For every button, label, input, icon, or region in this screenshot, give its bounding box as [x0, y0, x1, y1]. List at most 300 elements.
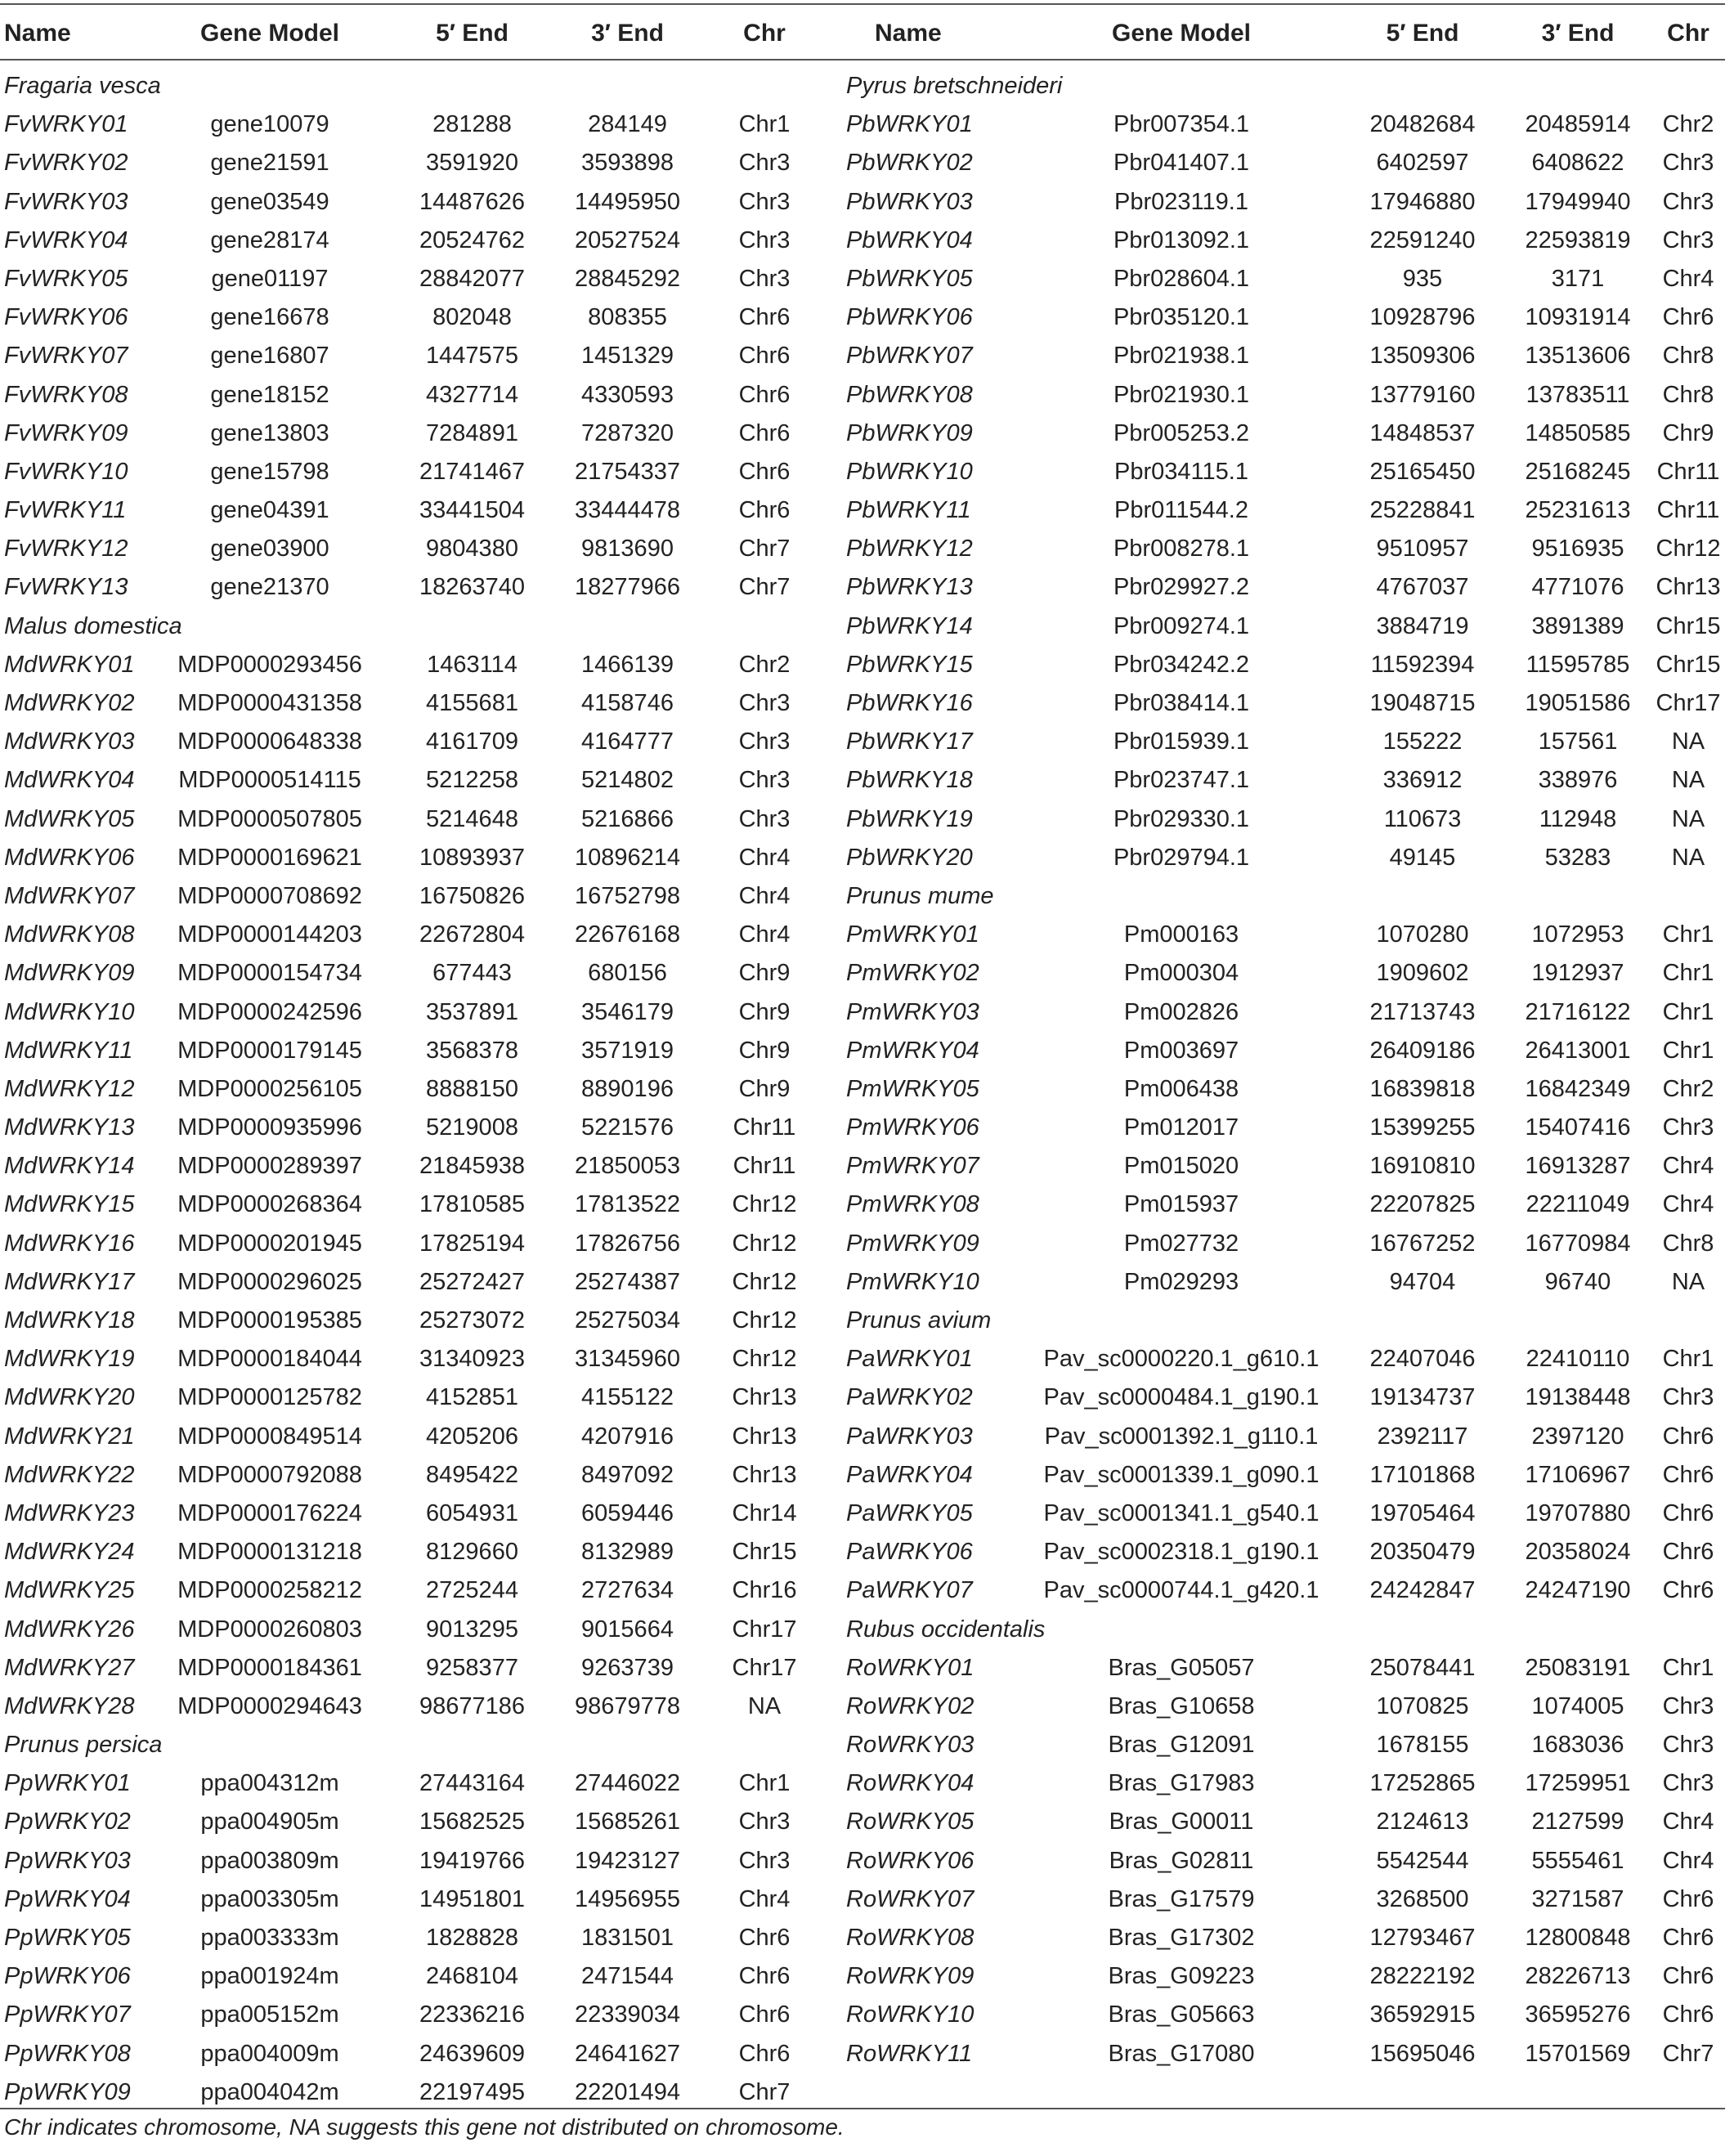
- gene-model-cell: ppa003809m: [200, 1847, 339, 1874]
- table-row: [842, 1688, 1714, 1726]
- chromosome-cell: Chr6: [1662, 1925, 1714, 1951]
- chromosome-cell: Chr6: [738, 1925, 791, 1951]
- table-row: [842, 2035, 1714, 2073]
- gene-name-cell: PbWRKY01: [846, 111, 973, 138]
- chromosome-cell: NA: [1671, 728, 1705, 755]
- table-row: [842, 839, 1709, 877]
- chromosome-cell: Chr15: [1656, 612, 1721, 639]
- gene-model-cell: gene21591: [210, 150, 329, 177]
- gene-model-cell: MDP0000294643: [177, 1692, 362, 1719]
- three-end-cell: 16770984: [1525, 1230, 1631, 1257]
- gene-name-cell: PpWRKY05: [4, 1925, 131, 1951]
- three-end-cell: 17826756: [574, 1230, 681, 1257]
- three-end-cell: 20358024: [1525, 1539, 1631, 1566]
- gene-model-cell: ppa005152m: [200, 2001, 339, 2028]
- gene-name-cell: PpWRKY03: [4, 1847, 131, 1874]
- five-end-cell: 935: [1402, 265, 1443, 292]
- gene-name-cell: RoWRKY04: [846, 1770, 975, 1797]
- chromosome-cell: Chr4: [1662, 1153, 1714, 1180]
- gene-name-cell: PbWRKY06: [846, 304, 973, 331]
- gene-model-cell: Bras_G12091: [1108, 1732, 1255, 1759]
- gene-model-cell: Pbr029794.1: [1113, 844, 1250, 871]
- three-end-cell: 1451329: [581, 343, 674, 370]
- gene-name-cell: PbWRKY17: [846, 728, 973, 755]
- gene-model-cell: MDP0000708692: [177, 882, 362, 909]
- table-row: [0, 530, 867, 568]
- table-row: [0, 1032, 867, 1070]
- header-chr-right: Chr: [1667, 20, 1709, 47]
- table-row: [842, 1957, 1714, 1996]
- five-end-cell: 15695046: [1369, 2040, 1476, 2067]
- gene-name-cell: MdWRKY12: [4, 1075, 135, 1102]
- five-end-cell: 2124613: [1376, 1809, 1469, 1836]
- gene-model-cell: Pbr034115.1: [1114, 458, 1248, 485]
- chromosome-cell: Chr6: [738, 2001, 791, 2028]
- chromosome-cell: Chr3: [1662, 150, 1714, 177]
- chromosome-cell: Chr6: [738, 2040, 791, 2067]
- five-end-cell: 19048715: [1369, 690, 1476, 716]
- chromosome-cell: Chr12: [732, 1346, 797, 1373]
- gene-model-cell: Bras_G05663: [1108, 2001, 1255, 2028]
- gene-model-cell: MDP0000849514: [177, 1423, 362, 1450]
- three-end-cell: 19138448: [1525, 1384, 1631, 1411]
- gene-model-cell: Pav_sc0002318.1_g190.1: [1043, 1539, 1320, 1566]
- gene-name-cell: MdWRKY23: [4, 1499, 135, 1526]
- chromosome-cell: Chr3: [738, 805, 791, 832]
- five-end-cell: 14951801: [419, 1885, 526, 1912]
- table-row: [0, 1764, 867, 1803]
- five-end-cell: 8129660: [426, 1539, 518, 1566]
- gene-model-cell: Pm015937: [1123, 1191, 1239, 1218]
- three-end-cell: 9516935: [1531, 536, 1624, 563]
- chromosome-cell: Chr8: [1662, 1230, 1714, 1257]
- three-end-cell: 14850585: [1525, 419, 1631, 446]
- three-end-cell: 5555461: [1531, 1847, 1624, 1874]
- gene-name-cell: PaWRKY06: [846, 1539, 973, 1566]
- table-row: [842, 1147, 1714, 1186]
- table-row: [0, 1456, 867, 1495]
- gene-model-cell: ppa001924m: [200, 1963, 339, 1990]
- gene-model-cell: MDP0000507805: [177, 805, 362, 832]
- five-end-cell: 14487626: [419, 188, 526, 215]
- table-row: [0, 1186, 867, 1224]
- three-end-cell: 9263739: [581, 1654, 674, 1681]
- three-end-cell: 1683036: [1531, 1732, 1624, 1759]
- gene-name-cell: MdWRKY07: [4, 882, 135, 909]
- table-row: [842, 1186, 1714, 1224]
- gene-name-cell: RoWRKY11: [846, 2040, 973, 2067]
- species-label: Prunus avium: [846, 1307, 992, 1333]
- gene-name-cell: RoWRKY09: [846, 1963, 975, 1990]
- chromosome-cell: Chr3: [738, 767, 791, 794]
- three-end-cell: 4207916: [581, 1423, 674, 1450]
- table-row: [0, 491, 867, 530]
- gene-model-cell: Pav_sc0000744.1_g420.1: [1043, 1577, 1320, 1604]
- gene-name-cell: FvWRKY10: [4, 458, 128, 485]
- five-end-cell: 281288: [432, 111, 512, 138]
- table-row: [0, 1996, 867, 2034]
- chromosome-cell: Chr1: [1662, 1346, 1714, 1373]
- five-end-cell: 2725244: [426, 1577, 518, 1604]
- gene-model-cell: Pm000163: [1123, 921, 1239, 948]
- five-end-cell: 28842077: [419, 265, 526, 292]
- gene-name-cell: PpWRKY08: [4, 2040, 131, 2067]
- species-row: [0, 607, 867, 646]
- gene-model-cell: Pbr034242.2: [1113, 651, 1250, 678]
- chromosome-cell: NA: [1671, 1268, 1705, 1295]
- five-end-cell: 3268500: [1376, 1885, 1469, 1912]
- chromosome-cell: Chr6: [1662, 2001, 1714, 2028]
- three-end-cell: 5216866: [581, 805, 674, 832]
- gene-model-cell: Bras_G17983: [1108, 1770, 1255, 1797]
- five-end-cell: 1678155: [1376, 1732, 1469, 1759]
- five-end-cell: 17825194: [419, 1230, 526, 1257]
- table-row: [0, 1919, 867, 1957]
- chromosome-cell: Chr6: [738, 304, 791, 331]
- three-end-cell: 4771076: [1531, 574, 1624, 601]
- gene-name-cell: MdWRKY16: [4, 1230, 135, 1257]
- species-row: [0, 1726, 867, 1764]
- five-end-cell: 20524762: [419, 226, 526, 253]
- three-end-cell: 26413001: [1525, 1037, 1631, 1064]
- five-end-cell: 9258377: [426, 1654, 518, 1681]
- five-end-cell: 4327714: [426, 381, 518, 408]
- chromosome-cell: Chr4: [738, 921, 791, 948]
- gene-model-cell: gene15798: [210, 458, 329, 485]
- three-end-cell: 98679778: [574, 1692, 681, 1719]
- chromosome-cell: Chr1: [1662, 921, 1714, 948]
- three-end-cell: 4164777: [581, 728, 674, 755]
- header-5end-right: 5′ End: [1386, 20, 1459, 47]
- chromosome-cell: Chr4: [738, 1885, 791, 1912]
- three-end-cell: 22410110: [1526, 1346, 1630, 1373]
- chromosome-cell: Chr17: [732, 1616, 797, 1643]
- gene-model-cell: Pbr021930.1: [1113, 381, 1250, 408]
- five-end-cell: 5212258: [426, 767, 518, 794]
- five-end-cell: 4161709: [426, 728, 518, 755]
- table-row: [842, 1919, 1714, 1957]
- chromosome-cell: Chr1: [1662, 998, 1714, 1025]
- three-end-cell: 16842349: [1525, 1075, 1631, 1102]
- header-model-left: Gene Model: [199, 20, 340, 47]
- five-end-cell: 17946880: [1369, 188, 1476, 215]
- five-end-cell: 17252865: [1369, 1770, 1476, 1797]
- table-row: [842, 1880, 1714, 1919]
- species-label: Prunus mume: [846, 882, 994, 909]
- table-row: [0, 2035, 867, 2073]
- three-end-cell: 25274387: [574, 1268, 681, 1295]
- table-row: [0, 144, 867, 182]
- table-row: [0, 376, 867, 415]
- five-end-cell: 19134737: [1369, 1384, 1476, 1411]
- chromosome-cell: Chr11: [733, 1114, 796, 1141]
- chromosome-cell: Chr6: [1662, 1461, 1714, 1488]
- table-row: [0, 761, 867, 800]
- gene-name-cell: RoWRKY02: [846, 1692, 975, 1719]
- three-end-cell: 24247190: [1525, 1577, 1631, 1604]
- gene-name-cell: PmWRKY07: [846, 1153, 979, 1180]
- three-end-cell: 3171: [1551, 265, 1605, 292]
- gene-model-cell: MDP0000201945: [177, 1230, 362, 1257]
- gene-model-cell: Pbr041407.1: [1113, 150, 1250, 177]
- gene-model-cell: gene03549: [210, 188, 329, 215]
- three-end-cell: 20527524: [574, 226, 681, 253]
- chromosome-cell: Chr7: [738, 536, 791, 563]
- table-row: [842, 1070, 1714, 1109]
- gene-model-cell: Pm029293: [1123, 1268, 1239, 1295]
- chromosome-cell: Chr7: [738, 2078, 791, 2105]
- table-row: [842, 607, 1721, 646]
- three-end-cell: 3271587: [1531, 1885, 1624, 1912]
- species-row: [842, 67, 1709, 105]
- three-end-cell: 5214802: [581, 767, 674, 794]
- table-row: [0, 954, 867, 993]
- chromosome-cell: Chr1: [1662, 1037, 1714, 1064]
- table-row: [0, 1611, 867, 1649]
- gene-name-cell: MdWRKY27: [4, 1654, 135, 1681]
- gene-model-cell: Pm006438: [1123, 1075, 1239, 1102]
- chromosome-cell: Chr1: [1662, 960, 1714, 987]
- five-end-cell: 49145: [1389, 844, 1456, 871]
- table-row: [0, 1957, 867, 1996]
- three-end-cell: 338976: [1538, 767, 1618, 794]
- five-end-cell: 7284891: [426, 419, 518, 446]
- gene-name-cell: MdWRKY01: [4, 651, 135, 678]
- three-end-cell: 9813690: [581, 536, 674, 563]
- species-label: Rubus occidentalis: [846, 1616, 1046, 1643]
- table-row: [0, 1880, 867, 1919]
- five-end-cell: 1070825: [1376, 1692, 1469, 1719]
- table-bottom-rule: [0, 2108, 1725, 2109]
- three-end-cell: 4158746: [581, 690, 674, 716]
- gene-model-cell: Pm012017: [1123, 1114, 1239, 1141]
- gene-model-cell: Pbr008278.1: [1113, 536, 1250, 563]
- gene-name-cell: PmWRKY09: [846, 1230, 979, 1257]
- five-end-cell: 25165450: [1369, 458, 1476, 485]
- chromosome-cell: Chr7: [738, 574, 791, 601]
- species-label: Prunus persica: [4, 1732, 163, 1759]
- five-end-cell: 25078441: [1369, 1654, 1476, 1681]
- table-row: [0, 1070, 867, 1109]
- chromosome-cell: Chr3: [1662, 1114, 1714, 1141]
- five-end-cell: 9510957: [1376, 536, 1469, 563]
- gene-model-cell: MDP0000792088: [177, 1461, 362, 1488]
- three-end-cell: 27446022: [574, 1770, 681, 1797]
- table-row: [842, 761, 1709, 800]
- chromosome-cell: NA: [1671, 805, 1705, 832]
- five-end-cell: 25273072: [419, 1307, 526, 1333]
- five-end-cell: 21741467: [419, 458, 526, 485]
- five-end-cell: 24242847: [1369, 1577, 1476, 1604]
- five-end-cell: 19419766: [419, 1847, 526, 1874]
- gene-name-cell: FvWRKY12: [4, 536, 128, 563]
- gene-model-cell: Pav_sc0000484.1_g190.1: [1043, 1384, 1320, 1411]
- five-end-cell: 25272427: [419, 1268, 526, 1295]
- chromosome-cell: Chr12: [1656, 536, 1721, 563]
- three-end-cell: 1072953: [1531, 921, 1624, 948]
- table-row: [0, 453, 867, 491]
- three-end-cell: 21850053: [574, 1153, 681, 1180]
- five-end-cell: 22207825: [1369, 1191, 1476, 1218]
- gene-name-cell: MdWRKY17: [4, 1268, 135, 1295]
- chromosome-cell: Chr6: [738, 381, 791, 408]
- three-end-cell: 3891389: [1531, 612, 1624, 639]
- gene-name-cell: PmWRKY08: [846, 1191, 979, 1218]
- table-row: [842, 183, 1714, 222]
- chromosome-cell: Chr8: [1662, 381, 1714, 408]
- gene-model-cell: MDP0000431358: [177, 690, 362, 716]
- table-row: [842, 260, 1714, 298]
- chromosome-cell: Chr9: [738, 1037, 791, 1064]
- table-row: [842, 993, 1714, 1032]
- chromosome-cell: Chr14: [732, 1499, 797, 1526]
- three-end-cell: 17813522: [574, 1191, 681, 1218]
- table-row: [842, 1495, 1714, 1533]
- table-row: [842, 800, 1709, 839]
- gene-name-cell: PaWRKY05: [846, 1499, 973, 1526]
- gene-name-cell: PbWRKY02: [846, 150, 973, 177]
- three-end-cell: 15701569: [1525, 2040, 1631, 2067]
- three-end-cell: 22211049: [1526, 1191, 1630, 1218]
- table-row: [842, 298, 1714, 337]
- chromosome-cell: Chr6: [1662, 1423, 1714, 1450]
- gene-name-cell: PmWRKY02: [846, 960, 979, 987]
- three-end-cell: 1912937: [1531, 960, 1624, 987]
- gene-name-cell: MdWRKY22: [4, 1461, 135, 1488]
- gene-name-cell: PpWRKY02: [4, 1809, 131, 1836]
- table-row: [842, 491, 1720, 530]
- chromosome-cell: Chr2: [1662, 1075, 1714, 1102]
- gene-name-cell: PbWRKY16: [846, 690, 973, 716]
- three-end-cell: 10896214: [574, 844, 681, 871]
- species-label: Pyrus bretschneideri: [846, 73, 1063, 99]
- gene-name-cell: PmWRKY01: [846, 921, 979, 948]
- chromosome-cell: Chr4: [1662, 1191, 1714, 1218]
- three-end-cell: 284149: [588, 111, 667, 138]
- gene-model-cell: Pm002826: [1123, 998, 1239, 1025]
- gene-model-cell: Pm027732: [1123, 1230, 1239, 1257]
- chromosome-cell: Chr4: [738, 882, 791, 909]
- gene-model-cell: Pbr038414.1: [1113, 690, 1250, 716]
- three-end-cell: 33444478: [574, 497, 681, 524]
- chromosome-cell: Chr3: [738, 1809, 791, 1836]
- five-end-cell: 677443: [432, 960, 512, 987]
- gene-name-cell: PbWRKY18: [846, 767, 973, 794]
- chromosome-cell: Chr12: [732, 1230, 797, 1257]
- gene-name-cell: PbWRKY08: [846, 381, 973, 408]
- gene-model-cell: MDP0000179145: [177, 1037, 362, 1064]
- five-end-cell: 2468104: [426, 1963, 518, 1990]
- chromosome-cell: Chr12: [732, 1268, 797, 1295]
- gene-name-cell: MdWRKY19: [4, 1346, 135, 1373]
- gene-name-cell: MdWRKY21: [4, 1423, 135, 1450]
- three-end-cell: 19051586: [1525, 690, 1631, 716]
- gene-model-cell: MDP0000184044: [177, 1346, 362, 1373]
- three-end-cell: 10931914: [1525, 304, 1631, 331]
- gene-name-cell: MdWRKY06: [4, 844, 135, 871]
- gene-name-cell: PbWRKY14: [846, 612, 973, 639]
- gene-model-cell: Pav_sc0001392.1_g110.1: [1044, 1423, 1319, 1450]
- chromosome-cell: Chr3: [738, 728, 791, 755]
- gene-name-cell: PbWRKY12: [846, 536, 973, 563]
- three-end-cell: 25275034: [574, 1307, 681, 1333]
- header-chr-left: Chr: [743, 20, 786, 47]
- table-row: [0, 684, 867, 723]
- three-end-cell: 6059446: [581, 1499, 674, 1526]
- gene-name-cell: PbWRKY10: [846, 458, 973, 485]
- gene-model-cell: MDP0000648338: [177, 728, 362, 755]
- gene-model-cell: Pbr023747.1: [1113, 767, 1250, 794]
- gene-name-cell: MdWRKY10: [4, 998, 135, 1025]
- chromosome-cell: Chr1: [1662, 1654, 1714, 1681]
- gene-name-cell: MdWRKY15: [4, 1191, 135, 1218]
- table-row: [842, 222, 1714, 260]
- three-end-cell: 19423127: [574, 1847, 681, 1874]
- five-end-cell: 22336216: [419, 2001, 526, 2028]
- five-end-cell: 20482684: [1369, 111, 1476, 138]
- three-end-cell: 8132989: [581, 1539, 674, 1566]
- three-end-cell: 5221576: [581, 1114, 674, 1141]
- three-end-cell: 3571919: [581, 1037, 674, 1064]
- five-end-cell: 27443164: [419, 1770, 526, 1797]
- chromosome-cell: Chr11: [733, 1153, 796, 1180]
- three-end-cell: 808355: [588, 304, 667, 331]
- three-end-cell: 15407416: [1525, 1114, 1631, 1141]
- chromosome-cell: Chr3: [1662, 226, 1714, 253]
- three-end-cell: 2397120: [1531, 1423, 1624, 1450]
- three-end-cell: 14956955: [574, 1885, 681, 1912]
- right-column: [842, 67, 1721, 2073]
- gene-name-cell: PbWRKY13: [846, 574, 973, 601]
- three-end-cell: 25083191: [1525, 1654, 1631, 1681]
- five-end-cell: 16910810: [1369, 1153, 1476, 1180]
- gene-name-cell: FvWRKY08: [4, 381, 128, 408]
- gene-name-cell: FvWRKY05: [4, 265, 128, 292]
- table-row: [842, 1456, 1714, 1495]
- five-end-cell: 24639609: [419, 2040, 526, 2067]
- table-row: [0, 337, 867, 375]
- table-row: [0, 1225, 867, 1263]
- table-row: [0, 260, 867, 298]
- three-end-cell: 8890196: [581, 1075, 674, 1102]
- five-end-cell: 6402597: [1376, 150, 1469, 177]
- three-end-cell: 7287320: [581, 419, 674, 446]
- three-end-cell: 9015664: [581, 1616, 674, 1643]
- gene-name-cell: RoWRKY07: [846, 1885, 975, 1912]
- gene-model-cell: gene10079: [210, 111, 329, 138]
- three-end-cell: 18277966: [574, 574, 681, 601]
- three-end-cell: 17259951: [1525, 1770, 1631, 1797]
- table-row: [842, 1225, 1714, 1263]
- gene-model-cell: Bras_G17579: [1108, 1885, 1255, 1912]
- gene-model-cell: Bras_G10658: [1108, 1692, 1255, 1719]
- gene-model-cell: MDP0000260803: [177, 1616, 362, 1643]
- five-end-cell: 22407046: [1369, 1346, 1476, 1373]
- header-name-right: Name: [875, 20, 942, 47]
- table-row: [842, 337, 1714, 375]
- gene-name-cell: PbWRKY03: [846, 188, 973, 215]
- table-row: [842, 1571, 1714, 1610]
- gene-model-cell: Bras_G17080: [1108, 2040, 1255, 2067]
- gene-model-cell: ppa003333m: [200, 1925, 339, 1951]
- gene-model-cell: Bras_G17302: [1108, 1925, 1255, 1951]
- table-row: [0, 1842, 867, 1880]
- chromosome-cell: Chr6: [1662, 1499, 1714, 1526]
- five-end-cell: 4152851: [426, 1384, 518, 1411]
- three-end-cell: 1466139: [581, 651, 674, 678]
- five-end-cell: 1828828: [426, 1925, 518, 1951]
- gene-model-cell: Bras_G09223: [1108, 1963, 1255, 1990]
